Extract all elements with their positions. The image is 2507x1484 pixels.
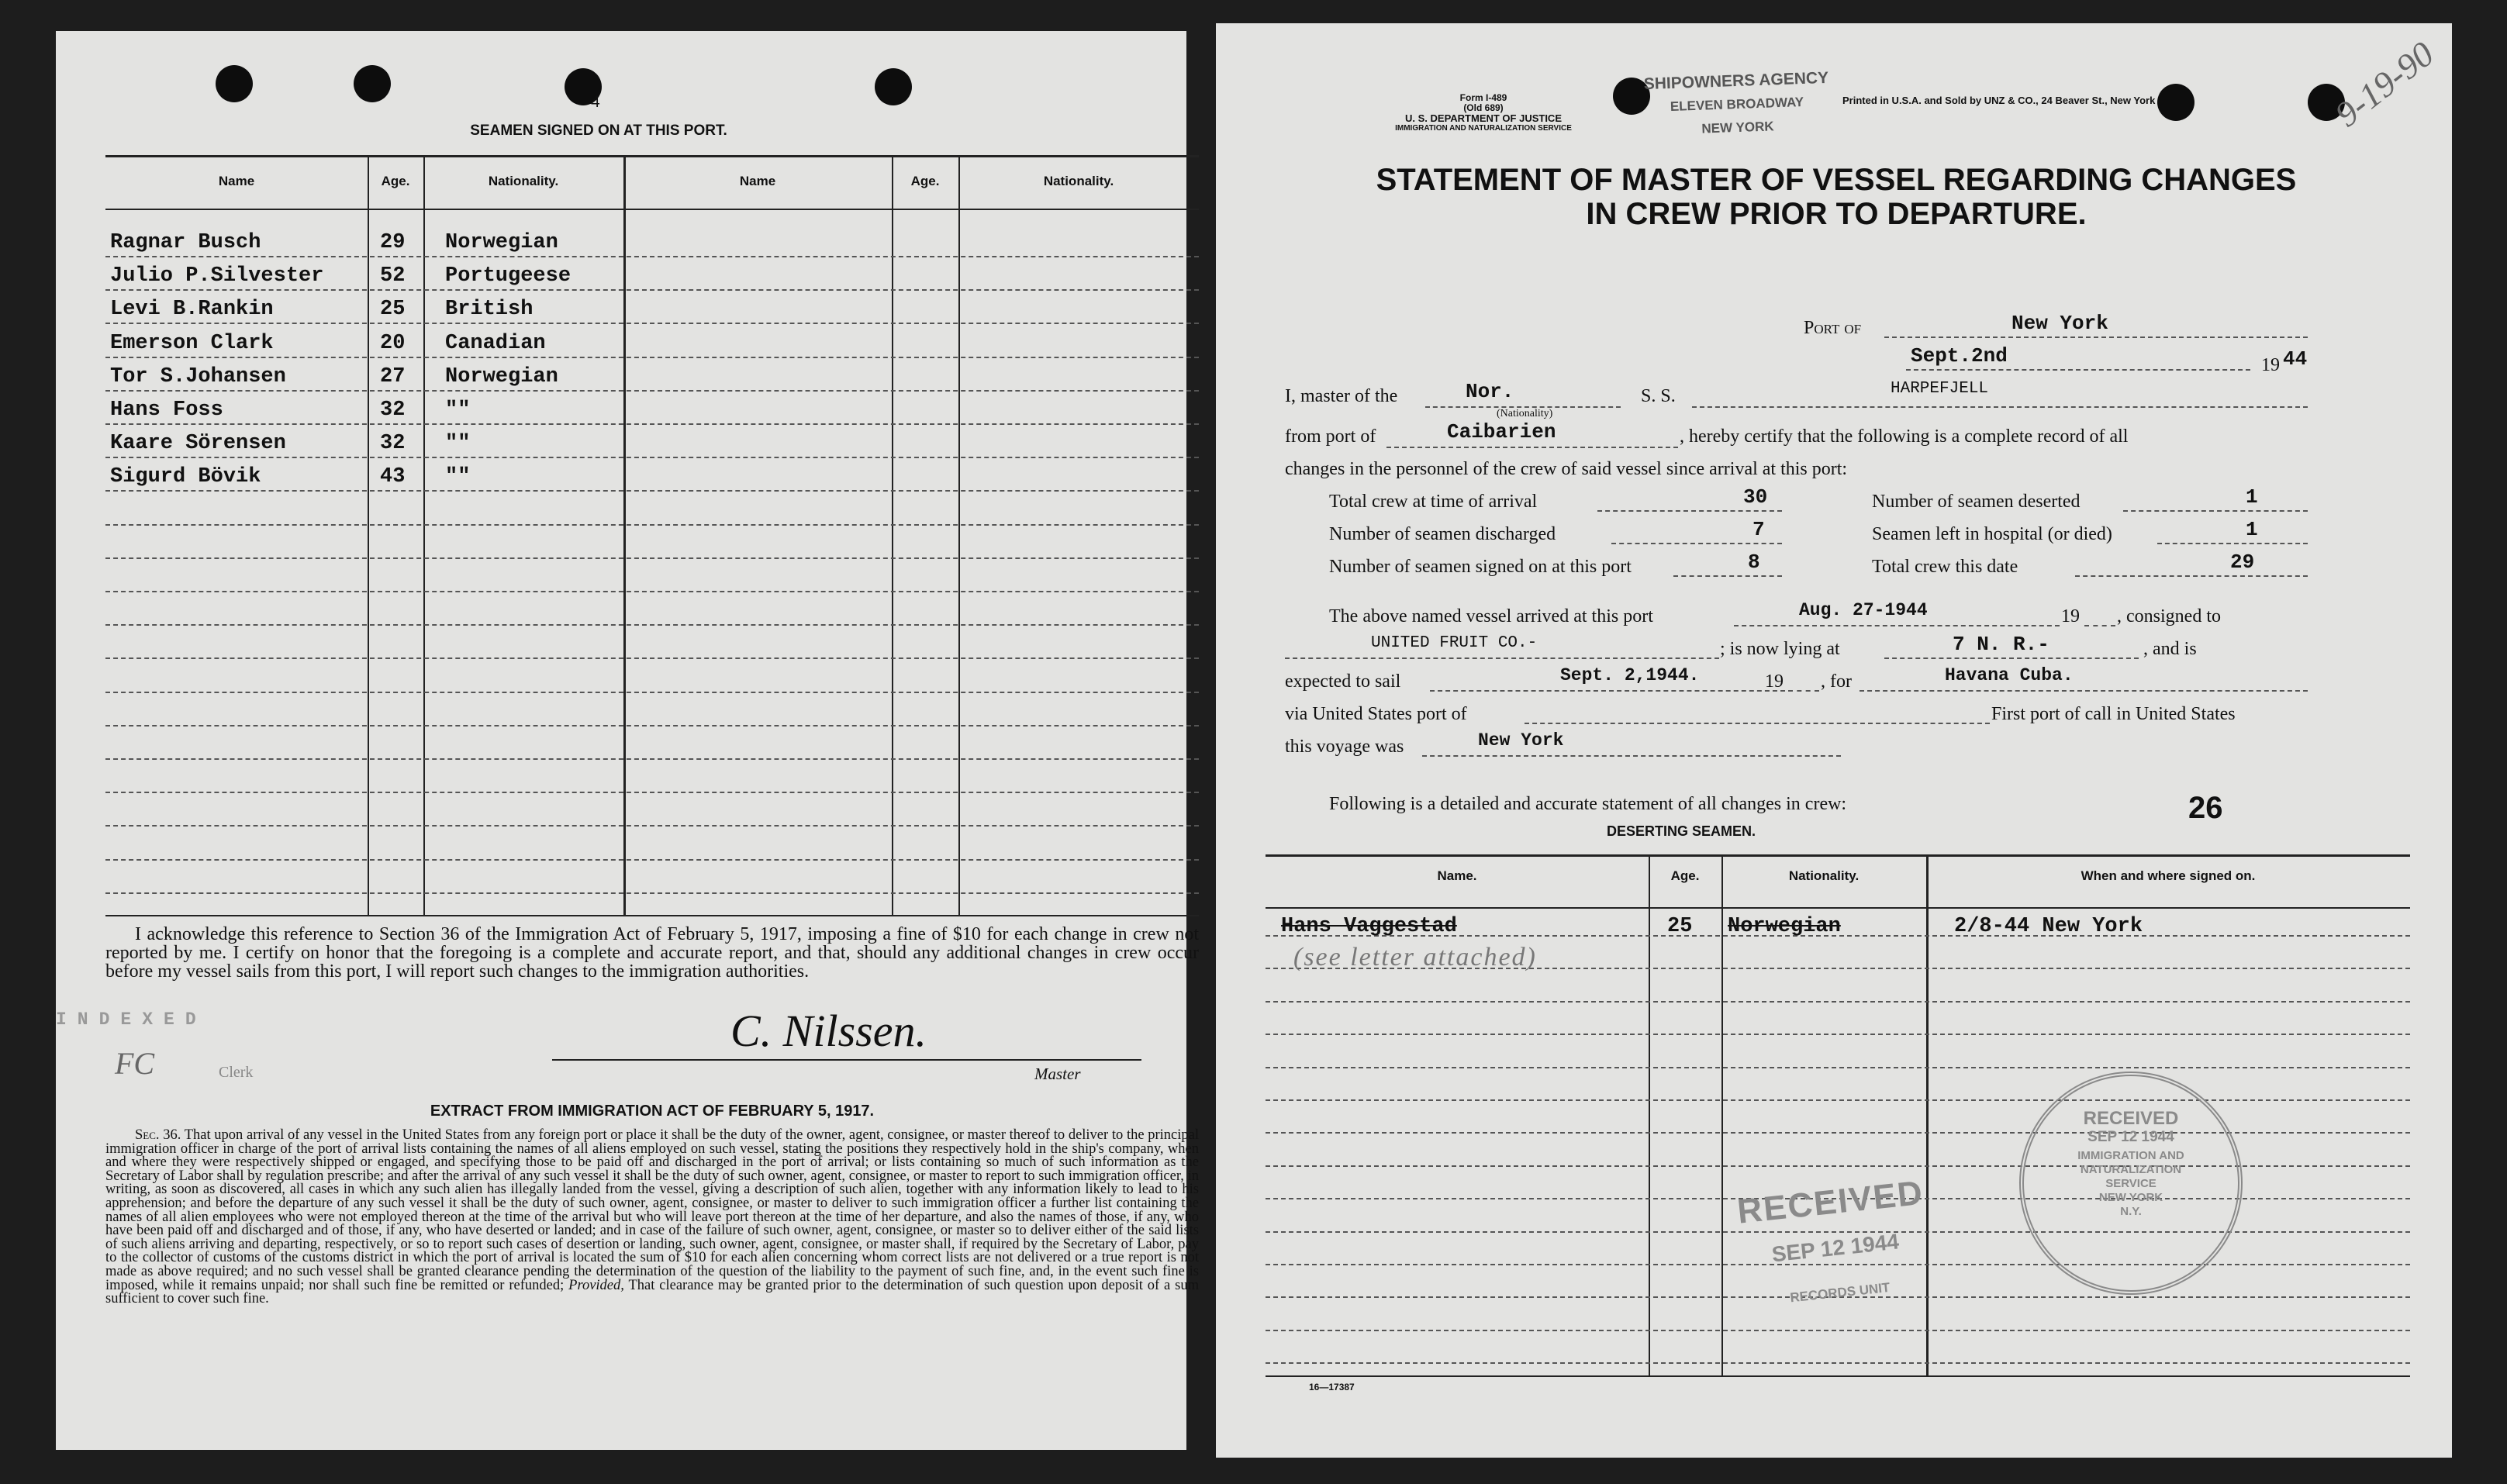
acknowledgement-text: I acknowledge this reference to Section 36 of the Immigration Act of February 5, 1917, imposing a fine of $10 for each change in crew not reported by me. I certify on honor that the foregoing is a complete and accurate report, and that, should any additional changes in crew occur before my vessel sails from this port, I will report such changes to the immigration authorities. — [105, 924, 1199, 982]
column-rule — [368, 155, 369, 915]
seaman-nationality: "" — [445, 465, 471, 488]
deserter-name: Hans Vaggestad — [1281, 915, 1457, 938]
consignee-value: UNITED FRUIT CO.- — [1371, 634, 1538, 652]
column-rule — [423, 155, 425, 915]
table-row — [105, 357, 1199, 358]
vessel-value: HARPEFJELL — [1891, 380, 1989, 398]
and-is-label: , and is — [2143, 639, 2197, 659]
signed-on-label: Number of seamen signed on at this port — [1329, 557, 1632, 577]
extract-title: EXTRACT FROM IMMIGRATION ACT OF FEBRUARY 5, 1917. — [430, 1103, 875, 1120]
deserted-line — [2123, 510, 2308, 512]
expected-value: Sept. 2,1944. — [1560, 665, 1700, 685]
voyage-line — [1422, 755, 1841, 757]
seaman-age: 25 — [380, 298, 406, 321]
agency-city: NEW YORK — [1701, 119, 1774, 136]
seaman-name: Kaare Sörensen — [110, 432, 286, 455]
total-crew-label: Total crew this date — [1872, 557, 2018, 577]
extract-body — [105, 1129, 1199, 1306]
nationality-value: Nor. — [1466, 380, 1514, 403]
seaman-age: 52 — [380, 264, 406, 288]
seaman-nationality: Canadian — [445, 332, 546, 355]
deserter-nationality: Norwegian — [1728, 915, 1841, 938]
round-stamp-line-4: NATURALIZATION — [2080, 1163, 2182, 1176]
nationality-caption: (Nationality) — [1497, 408, 1553, 419]
received-stamp — [1690, 1169, 1980, 1316]
expected-line — [1430, 690, 1785, 692]
expected-label: expected to sail — [1285, 671, 1401, 692]
deserting-title: DESERTING SEAMEN. — [1606, 823, 1756, 839]
table-row — [105, 423, 1199, 425]
table-row — [105, 692, 1199, 693]
table-row — [105, 624, 1199, 626]
signed-on-line — [1673, 575, 1782, 577]
service: IMMIGRATION AND NATURALIZATION SERVICE — [1395, 124, 1572, 133]
changes-text: changes in the personnel of the crew of said vessel since arrival at this port: — [1285, 459, 1848, 479]
arrived-value: Aug. 27-1944 — [1799, 600, 1928, 620]
seaman-name: Tor S.Johansen — [110, 365, 286, 388]
deserter-signed-on: 2/8-44 New York — [1954, 915, 2143, 938]
table-row — [105, 758, 1199, 760]
col-header-name: Name — [218, 174, 255, 188]
table-row — [1266, 1099, 2410, 1101]
col-header-nationality: Nationality. — [488, 174, 559, 188]
form-title — [1278, 163, 2395, 231]
right-page — [1216, 23, 2452, 1458]
via-line — [1525, 723, 1990, 724]
extract-provided: Provided, — [568, 1277, 624, 1293]
agency-name: SHIPOWNERS AGENCY — [1643, 68, 1829, 94]
master-of-label: I, master of the — [1285, 386, 1398, 406]
consignee-line — [1285, 657, 1719, 659]
via-label: via United States port of — [1285, 704, 1467, 724]
discharged-line — [1611, 543, 1782, 544]
column-rule — [958, 155, 960, 915]
certify-text: , hereby certify that the following is a complete record of all — [1680, 426, 2129, 447]
deserting-header-nationality: Nationality. — [1788, 868, 1860, 883]
hospital-line — [2157, 543, 2308, 544]
first-port-label: First port of call in United States — [1991, 704, 2236, 724]
deserted-label: Number of seamen deserted — [1872, 492, 2081, 512]
table-row — [105, 792, 1199, 793]
table-row — [105, 892, 1199, 894]
arrived-nineteen: 19 — [2061, 606, 2080, 626]
total-crew-arrival-line — [1597, 510, 1782, 512]
round-received-stamp — [2019, 1072, 2243, 1295]
deserting-table-bottom-rule — [1266, 1375, 2410, 1377]
column-rule — [623, 155, 626, 915]
expected-year-line — [1788, 690, 1819, 692]
form-number: Form I-489 — [1459, 92, 1507, 103]
table-row — [105, 390, 1199, 392]
lying-label: ; is now lying at — [1720, 639, 1840, 659]
date-value: Sept.2nd — [1911, 344, 2008, 368]
seaman-nationality: "" — [445, 399, 471, 422]
deserting-table-header-rule — [1266, 907, 2410, 909]
clerk-initials: FC — [115, 1046, 155, 1081]
section-title: SEAMEN SIGNED ON AT THIS PORT. — [470, 123, 727, 139]
arrived-year-line — [2084, 625, 2115, 626]
total-crew-value: 29 — [2230, 550, 2255, 574]
seaman-name: Hans Foss — [110, 399, 223, 422]
for-label: , for — [1821, 671, 1852, 692]
voyage-label: this voyage was — [1285, 737, 1404, 757]
table-row — [105, 557, 1199, 559]
punch-hole — [875, 68, 912, 105]
first-port-value: New York — [1478, 730, 1564, 751]
table-top-rule — [105, 155, 1199, 157]
table-row — [1266, 1067, 2410, 1068]
seaman-age: 43 — [380, 465, 406, 488]
agency-address: ELEVEN BROADWAY — [1670, 95, 1804, 115]
seaman-name: Emerson Clark — [110, 332, 274, 355]
seaman-nationality: Portugeese — [445, 264, 571, 288]
form-code: 16—17387 — [1309, 1382, 1355, 1393]
col-header-age: Age. — [381, 174, 410, 188]
table-row — [105, 524, 1199, 526]
form-header — [1348, 93, 1619, 133]
port-of-value: New York — [2011, 312, 2108, 335]
round-stamp-line-7: N.Y. — [2120, 1205, 2142, 1218]
indexed-stamp: INDEXED — [56, 1009, 207, 1030]
year-prefix: 19 — [2261, 355, 2280, 375]
table-row — [1266, 1362, 2410, 1364]
expected-nineteen: 19 — [1765, 671, 1784, 692]
table-row — [105, 256, 1199, 257]
hospital-label: Seamen left in hospital (or died) — [1872, 524, 2112, 544]
left-page — [56, 31, 1200, 1450]
seaman-age: 32 — [380, 432, 406, 455]
hospital-value: 1 — [2246, 518, 2258, 541]
table-row — [105, 490, 1199, 492]
column-rule — [892, 155, 893, 915]
from-port-line — [1386, 447, 1678, 448]
master-signature: C. Nilssen. — [730, 1006, 927, 1056]
destination-value: Havana Cuba. — [1945, 665, 2074, 685]
arrived-line — [1734, 625, 2060, 626]
signature-line — [552, 1059, 1141, 1061]
punch-hole — [2157, 84, 2194, 121]
year-suffix: 44 — [2283, 347, 2308, 371]
seaman-nationality: Norwegian — [445, 365, 558, 388]
table-row — [105, 825, 1199, 827]
consigned-label: , consigned to — [2117, 606, 2221, 626]
discharged-value: 7 — [1752, 518, 1765, 541]
deserting-header-name: Name. — [1437, 868, 1477, 883]
sheet-number: 26 — [2188, 791, 2223, 825]
extract-text: That upon arrival of any vessel in the United States from any foreign port or place it shall be the duty of the owner, agent, consignee, or master thereof to deliver to the principal immigration officer in charge of the port of arrival lists containing the names of all aliens employed on such vessel, stating the positions they respectively hold in the ship's company, when and where they were respectively shipped or engaged, and specifying those to be paid off and discharged in the port of arrival; or lists containing so much of such information as the Secretary of Labor shall by regulation prescribe; and after the arrival of any such vessel it shall be the duty of such owner, agent, consignee, or master to report to such immigration officer, in writing, as soon as discovered, all cases in which any such alien has illegally landed from the vessel, giving a description of such alien, together with any information likely to lead to his apprehension; and before the departure of any such vessel it shall be the duty of such owner, agent, consignee, or master to deliver to such immigration officer a further list containing the names of all alien employees who were not employed thereon at the time of the arrival but who will leave port thereon at the time of her departure, and also the names of those, if any, who have been paid off and discharged and of those, if any, who have deserted or landed; and in case of the failure of such owner, agent, consignee, or master so to deliver either of the said lists of such aliens arriving and departing, respectively, or so to report such cases of desertion or landing, such owner, agent, consignee, or master shall, if required by the Secretary of Labor, pay to the collector of customs of the customs district in which the port of arrival is located the sum of $10 for each alien concerning whom correct lists are not delivered or a true report is not made as above required; and no such vessel shall be granted clearance pending the determination of the question of the liability to the payment of such fine, and, in the event such fine is imposed, while it remains unpaid; nor shall such fine be remitted or refunded; — [105, 1127, 1199, 1293]
deserting-header-signed-on: When and where signed on. — [2081, 868, 2256, 883]
vessel-line — [1692, 406, 2308, 408]
from-port-value: Caibarien — [1447, 420, 1556, 443]
col-header-nationality-2: Nationality. — [1043, 174, 1114, 188]
form-old: (Old 689) — [1463, 102, 1504, 113]
seaman-age: 27 — [380, 365, 406, 388]
round-stamp-line-3: IMMIGRATION AND — [2077, 1149, 2184, 1162]
table-row — [1266, 1001, 2410, 1003]
deserting-table-top-rule — [1266, 854, 2410, 857]
table-row — [105, 591, 1199, 592]
master-label: Master — [1034, 1065, 1081, 1083]
total-crew-arrival-value: 30 — [1743, 485, 1768, 509]
total-crew-line — [2075, 575, 2308, 577]
punch-hole — [354, 65, 391, 102]
seaman-nationality: "" — [445, 432, 471, 455]
round-stamp-date: SEP 12 1944 — [2087, 1129, 2174, 1145]
col-header-name-2: Name — [739, 174, 776, 188]
lying-line — [1884, 657, 2139, 659]
col-header-age-2: Age. — [910, 174, 940, 188]
table-row — [105, 457, 1199, 458]
corner-note: 9-19-90 — [2327, 33, 2441, 135]
date-line — [1906, 369, 2250, 371]
title-line-2: IN CREW PRIOR TO DEPARTURE. — [1586, 197, 2087, 231]
department: U. S. DEPARTMENT OF JUSTICE — [1405, 112, 1562, 124]
table-row — [1266, 1034, 2410, 1035]
table-row — [1266, 1132, 2410, 1134]
agency-stamp — [1612, 65, 1863, 143]
seaman-name: Julio P.Silvester — [110, 264, 324, 288]
received-stamp-date: SEP 12 1944 — [1770, 1229, 1901, 1267]
table-row — [105, 289, 1199, 291]
seaman-age: 29 — [380, 231, 406, 254]
lying-value: 7 N. R.- — [1953, 633, 2049, 656]
total-crew-arrival-label: Total crew at time of arrival — [1329, 492, 1538, 512]
clerk-label: Clerk — [219, 1064, 254, 1081]
seaman-name: Ragnar Busch — [110, 231, 261, 254]
destination-line — [1860, 690, 2308, 692]
received-stamp-title: RECEIVED — [1735, 1173, 1925, 1231]
table-row — [105, 725, 1199, 726]
seaman-name: Levi B.Rankin — [110, 298, 274, 321]
deserting-header-age: Age. — [1670, 868, 1700, 883]
extract-end: That clearance may be granted prior to the determination of such question upon deposit of a sum sufficient to cover such fine. — [105, 1277, 1200, 1307]
page-number: 4 — [591, 93, 600, 111]
deserted-value: 1 — [2246, 485, 2258, 509]
arrived-label: The above named vessel arrived at this port — [1329, 606, 1653, 626]
signed-on-value: 8 — [1748, 550, 1760, 574]
seaman-nationality: British — [445, 298, 534, 321]
extract-lead: Sec. 36. — [135, 1127, 181, 1143]
following-label: Following is a detailed and accurate statement of all changes in crew: — [1329, 794, 1847, 814]
port-of-label: Port of — [1804, 318, 1862, 338]
seaman-age: 20 — [380, 332, 406, 355]
deserter-age: 25 — [1667, 915, 1693, 938]
round-stamp-line-6: NEW YORK — [2098, 1191, 2163, 1204]
printer-line: Printed in U.S.A. and Sold by UNZ & CO., 24 Beaver St., New York — [1842, 95, 2156, 106]
table-row — [105, 323, 1199, 324]
from-port-label: from port of — [1285, 426, 1376, 447]
discharged-label: Number of seamen discharged — [1329, 524, 1556, 544]
port-of-line — [1884, 336, 2308, 338]
table-row — [105, 657, 1199, 659]
seaman-name: Sigurd Bövik — [110, 465, 261, 488]
punch-hole — [216, 65, 253, 102]
table-row — [105, 859, 1199, 861]
table-bottom-rule — [105, 915, 1199, 916]
round-stamp-line-5: SERVICE — [2105, 1177, 2157, 1190]
received-stamp-unit: RECORDS UNIT — [1789, 1279, 1891, 1306]
ss-label: S. S. — [1641, 386, 1676, 406]
seaman-nationality: Norwegian — [445, 231, 558, 254]
title-line-1: STATEMENT OF MASTER OF VESSEL REGARDING CHANGES — [1376, 163, 2297, 197]
seaman-age: 32 — [380, 399, 406, 422]
deserter-note: (see letter attached) — [1293, 943, 1537, 972]
table-header-rule — [105, 209, 1199, 210]
round-stamp-title: RECEIVED — [2083, 1108, 2179, 1129]
table-row — [1266, 1330, 2410, 1331]
